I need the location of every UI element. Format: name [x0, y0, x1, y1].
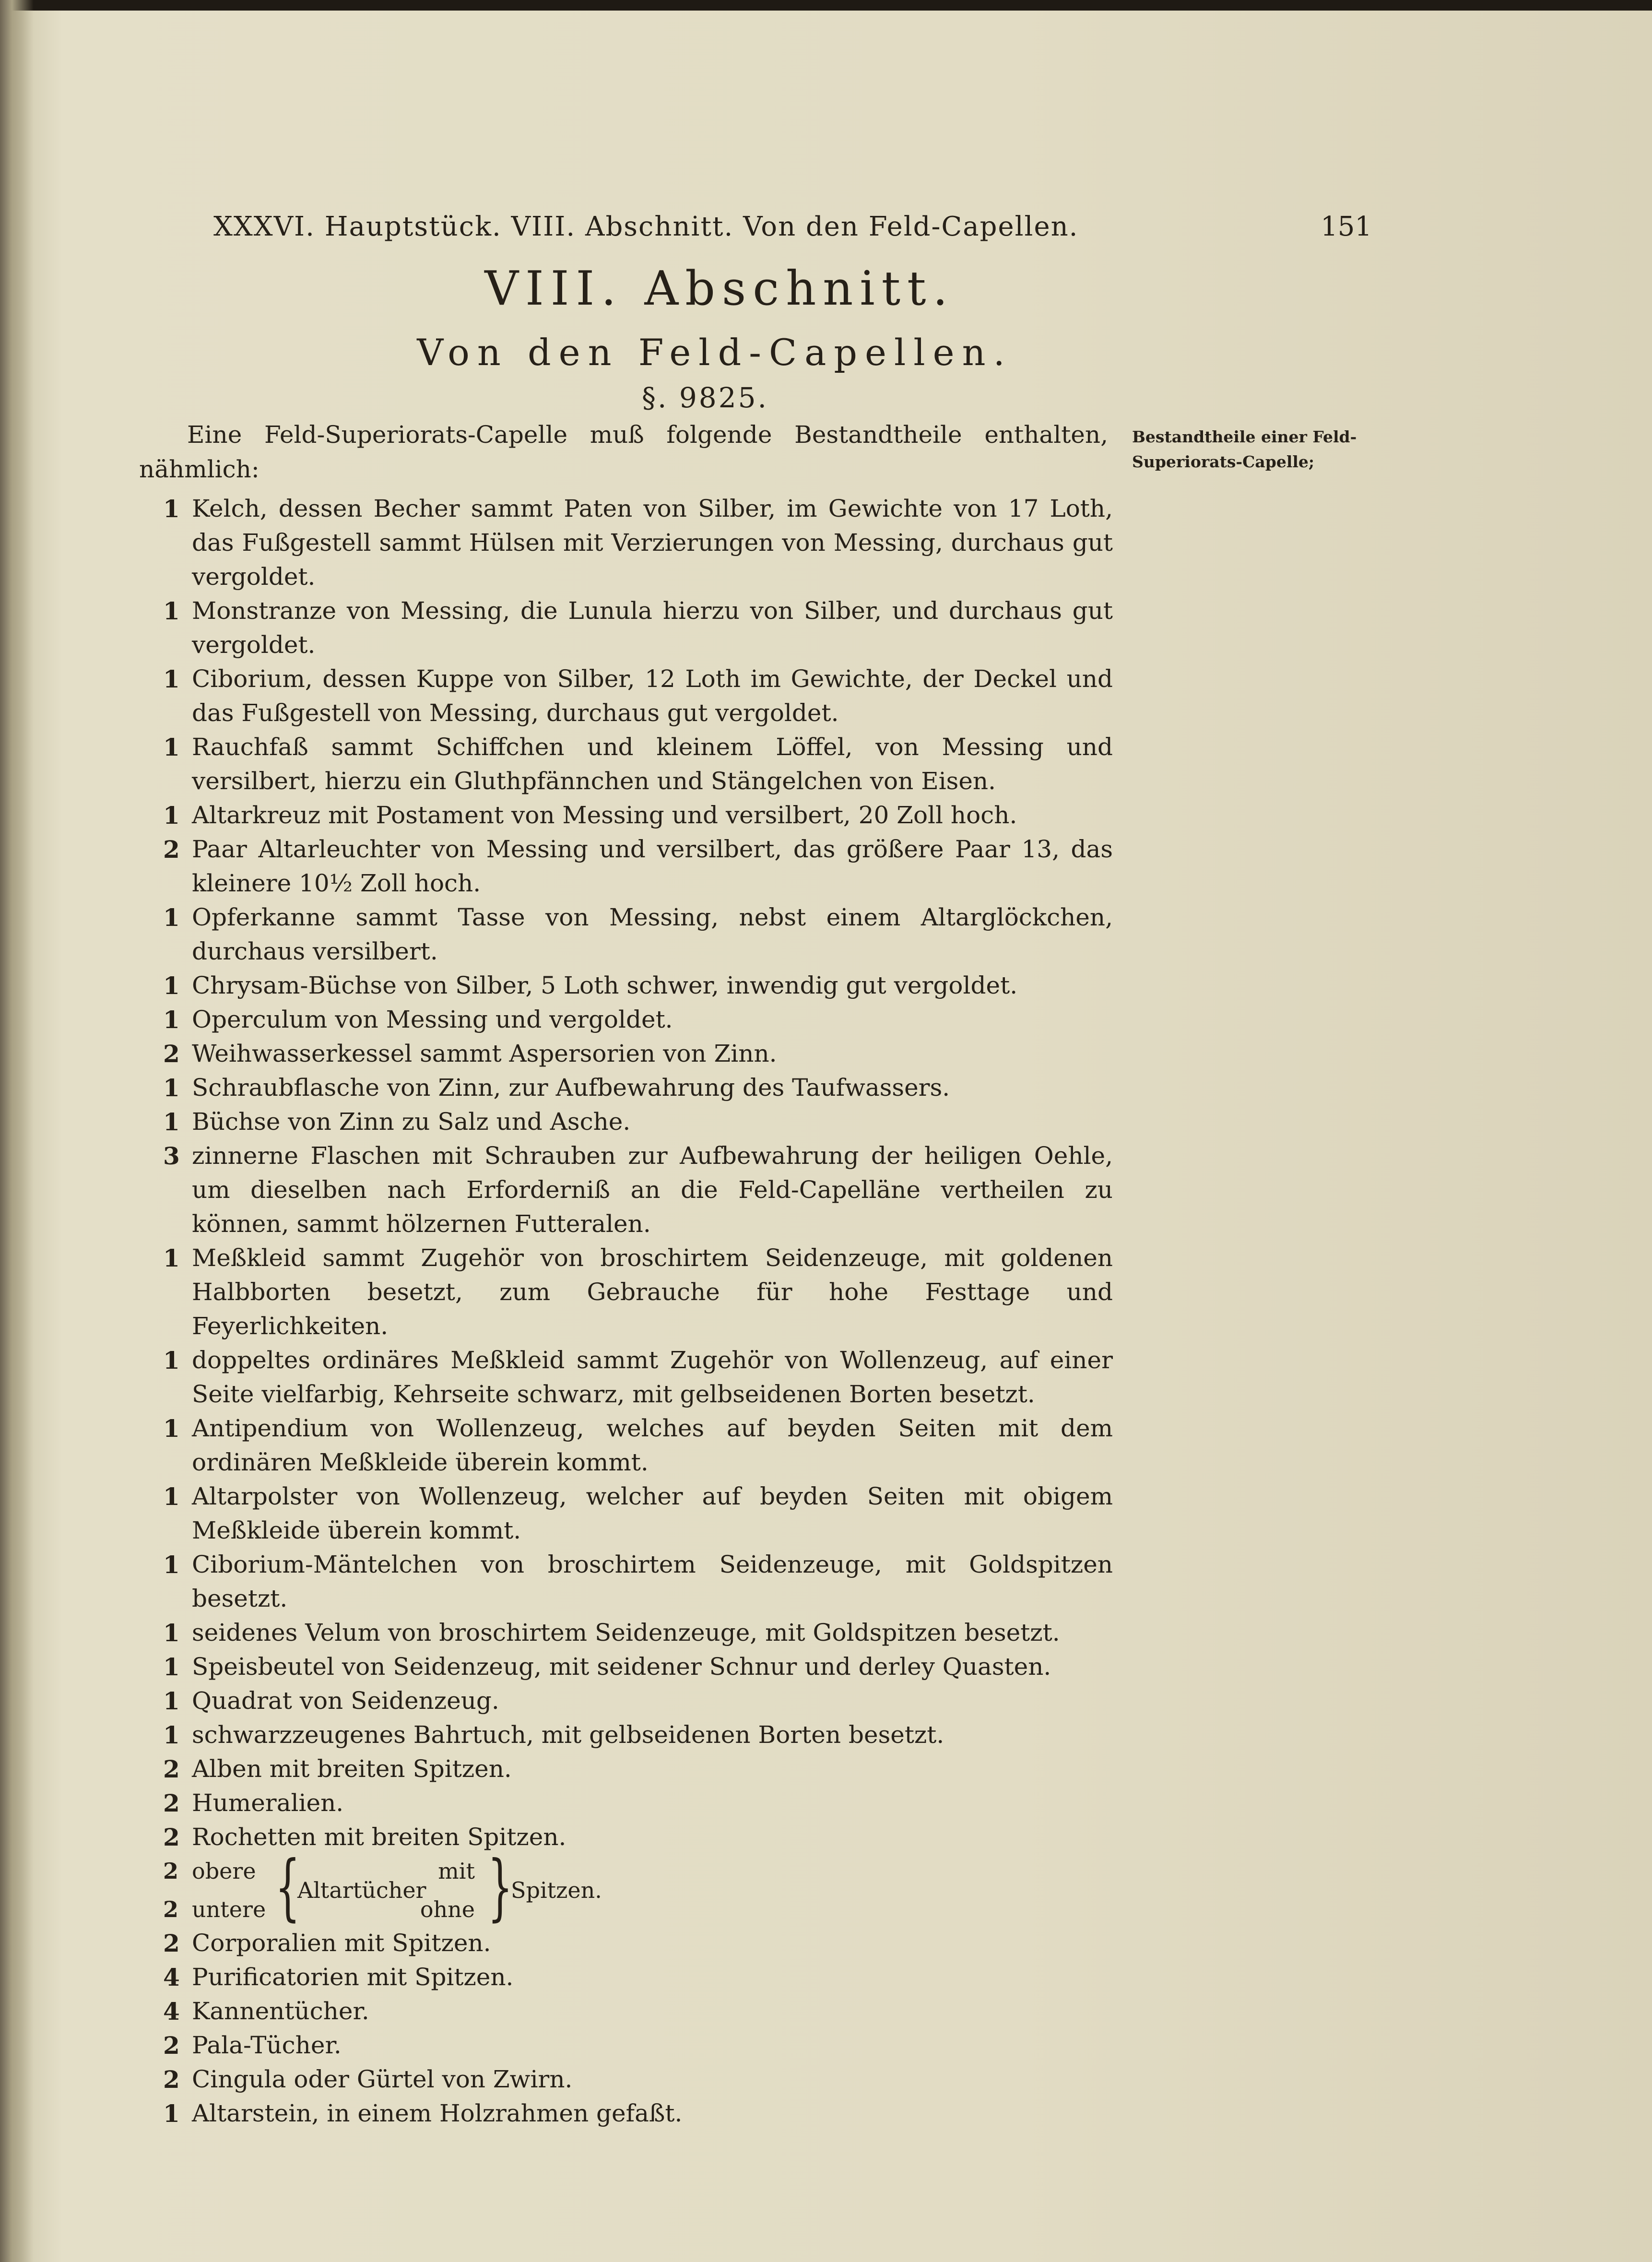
item-quantity: 1 — [163, 1551, 180, 1579]
item-text: Meßkleid sammt Zugehör von broschirtem Seidenzeuge, mit goldenen Halbborten besetzt, zum Gebrauche für hohe Festtage und Feyerlichkeiten. — [192, 1244, 1113, 1340]
item-text: Ciborium, dessen Kuppe von Silber, 12 Loth im Gewichte, der Deckel und das Fußgestell von Messing, durchaus gut vergoldet. — [192, 665, 1113, 727]
list-item — [139, 1926, 1113, 1960]
item-text: Cingula oder Gürtel von Zwirn. — [192, 2065, 573, 2093]
item-quantity: 1 — [163, 903, 180, 932]
brace-word-top: obere — [192, 1858, 256, 1884]
item-text: Weihwasserkessel sammt Aspersorien von Zinn. — [192, 1040, 777, 1067]
list-item — [139, 1752, 1113, 1786]
list-item — [139, 1343, 1113, 1411]
item-text: schwarzzeugenes Bahrtuch, mit gelbseidenen Borten besetzt. — [192, 1721, 944, 1749]
list-item — [139, 1684, 1113, 1718]
inventory-items-after — [139, 1926, 1113, 2131]
item-text: Ciborium-Mäntelchen von broschirtem Seidenzeuge, mit Goldspitzen besetzt. — [192, 1551, 1113, 1612]
item-text: Quadrat von Seidenzeug. — [192, 1687, 499, 1715]
list-item — [139, 1786, 1113, 1820]
item-text: Paar Altarleuchter von Messing und versilbert, das größere Paar 13, das kleinere 10½ Zoll hoch. — [192, 835, 1113, 897]
item-quantity: 1 — [163, 665, 180, 693]
list-item — [139, 1241, 1113, 1343]
item-text: Büchse von Zinn zu Salz und Asche. — [192, 1108, 631, 1136]
list-item — [139, 1037, 1113, 1071]
item-text: seidenes Velum von broschirtem Seidenzeuge, mit Goldspitzen besetzt. — [192, 1619, 1060, 1646]
list-item — [139, 969, 1113, 1003]
item-quantity: 1 — [163, 1346, 180, 1374]
section-subtitle: Von den Feld-Capellen. — [417, 331, 1013, 374]
item-text: Kelch, dessen Becher sammt Paten von Silber, im Gewichte von 17 Loth, das Fußgestell sammt Hülsen mit Verzierungen von Messing, durchaus gut vergoldet. — [192, 495, 1113, 591]
item-quantity: 2 — [163, 2065, 180, 2094]
item-quantity: 2 — [163, 2031, 180, 2060]
item-text: Opferkanne sammt Tasse von Messing, nebst einem Altarglöckchen, durchaus versilbert. — [192, 903, 1113, 965]
item-quantity: 1 — [163, 2099, 180, 2128]
inventory-list — [139, 492, 1113, 2131]
item-quantity: 1 — [163, 971, 180, 1000]
item-quantity: 1 — [163, 1619, 180, 1647]
item-quantity: 2 — [163, 1789, 180, 1817]
list-item — [139, 2028, 1113, 2062]
item-quantity: 3 — [163, 1142, 180, 1170]
item-quantity: 2 — [163, 835, 180, 864]
list-item — [139, 900, 1113, 969]
item-text: Altarstein, in einem Holzrahmen gefaßt. — [192, 2099, 683, 2127]
list-item — [139, 2096, 1113, 2131]
list-item — [139, 492, 1113, 594]
item-text: Altarkreuz mit Postament von Messing und versilbert, 20 Zoll hoch. — [192, 801, 1017, 829]
item-text: zinnerne Flaschen mit Schrauben zur Aufbewahrung der heiligen Oehle, um dieselben nach Erforderniß an die Feld-Capelläne vertheilen zu können, sammt hölzernen Futteralen. — [192, 1142, 1113, 1238]
item-quantity: 1 — [163, 1414, 180, 1443]
section-title: VIII. Abschnitt. — [484, 261, 955, 316]
item-quantity: 1 — [163, 1687, 180, 1715]
item-text: Schraubflasche von Zinn, zur Aufbewahrung des Taufwassers. — [192, 1074, 950, 1101]
item-text: Purificatorien mit Spitzen. — [192, 1963, 514, 1991]
item-quantity: 2 — [163, 1755, 180, 1783]
item-text: Antipendium von Wollenzeug, welches auf beyden Seiten mit dem ordinären Meßkleide überein kommt. — [192, 1414, 1113, 1476]
intro-paragraph: Eine Feld-Superiorats-Capelle muß folgende Bestandtheile enthalten, nähmlich: — [139, 421, 1108, 483]
list-item — [139, 662, 1113, 730]
list-item — [139, 1616, 1113, 1650]
item-quantity: 1 — [163, 1006, 180, 1034]
list-item — [139, 1718, 1113, 1752]
item-quantity: 2 — [163, 1040, 180, 1068]
item-text: Pala-Tücher. — [192, 2031, 342, 2059]
item-quantity: 2 — [163, 1823, 180, 1851]
list-item — [139, 730, 1113, 798]
list-item — [139, 1003, 1113, 1037]
item-quantity: 4 — [163, 1997, 180, 2025]
brace-suffix: Spitzen. — [511, 1877, 602, 1903]
item-text: Rauchfaß sammt Schiffchen und kleinem Löffel, von Messing und versilbert, hierzu ein Gluthpfännchen und Stängelchen von Eisen. — [192, 733, 1113, 795]
list-item — [139, 1139, 1113, 1241]
list-item — [139, 1994, 1113, 2028]
list-item — [139, 1480, 1113, 1548]
list-item — [139, 832, 1113, 900]
left-brace-glyph: { — [275, 1846, 300, 1929]
item-text: Humeralien. — [192, 1789, 344, 1817]
item-quantity: 4 — [163, 1963, 180, 1991]
item-text: Kannentücher. — [192, 1997, 369, 2025]
paragraph-number: §. 9825. — [642, 381, 768, 414]
right-brace-glyph: } — [487, 1846, 513, 1929]
list-item — [139, 798, 1113, 832]
list-item — [139, 1411, 1113, 1480]
item-text: Corporalien mit Spitzen. — [192, 1929, 491, 1957]
brace-item — [139, 1846, 1113, 1929]
item-text: Rochetten mit breiten Spitzen. — [192, 1823, 566, 1851]
item-quantity: 1 — [163, 597, 180, 625]
margin-note: Bestandtheile einer Feld-Superiorats-Capelle; — [1132, 427, 1357, 471]
item-quantity: 1 — [163, 495, 180, 523]
list-item — [139, 1105, 1113, 1139]
page-number: 151 — [1321, 211, 1372, 242]
item-text: Speisbeutel von Seidenzeug, mit seidener Schnur und derley Quasten. — [192, 1653, 1051, 1681]
brace-right-top: mit — [438, 1858, 475, 1884]
item-quantity: 1 — [163, 1653, 180, 1681]
item-quantity: 1 — [163, 733, 180, 761]
brace-right-bottom: ohne — [420, 1896, 475, 1922]
item-text: Monstranze von Messing, die Lunula hierzu von Silber, und durchaus gut vergoldet. — [192, 597, 1113, 659]
item-quantity: 1 — [163, 1482, 180, 1511]
item-text: doppeltes ordinäres Meßkleid sammt Zugehör von Wollenzeug, auf einer Seite vielfarbig, Kehrseite schwarz, mit gelbseidenen Borten besetzt. — [192, 1346, 1113, 1408]
inventory-items — [139, 492, 1113, 1854]
item-text: Chrysam-Büchse von Silber, 5 Loth schwer, inwendig gut vergoldet. — [192, 971, 1018, 999]
brace-qty-top: 2 — [163, 1858, 179, 1884]
list-item — [139, 2062, 1113, 2096]
list-item — [139, 594, 1113, 662]
list-item — [139, 1548, 1113, 1616]
item-text: Operculum von Messing und vergoldet. — [192, 1006, 673, 1033]
brace-middle: Altartücher — [297, 1877, 426, 1903]
brace-qty-bottom: 2 — [163, 1896, 179, 1922]
item-quantity: 1 — [163, 801, 180, 829]
item-text: Alben mit breiten Spitzen. — [192, 1755, 512, 1783]
list-item — [139, 1650, 1113, 1684]
item-text: Altarpolster von Wollenzeug, welcher auf beyden Seiten mit obigem Meßkleide überein kommt. — [192, 1482, 1113, 1544]
list-item — [139, 1960, 1113, 1994]
item-quantity: 1 — [163, 1074, 180, 1102]
item-quantity: 1 — [163, 1108, 180, 1136]
item-quantity: 2 — [163, 1929, 180, 1957]
running-head: XXXVI. Hauptstück. VIII. Abschnitt. Von den Feld-Capellen. — [213, 211, 1079, 242]
item-quantity: 1 — [163, 1244, 180, 1272]
list-item — [139, 1071, 1113, 1105]
brace-word-bottom: untere — [192, 1896, 266, 1922]
item-quantity: 1 — [163, 1721, 180, 1749]
